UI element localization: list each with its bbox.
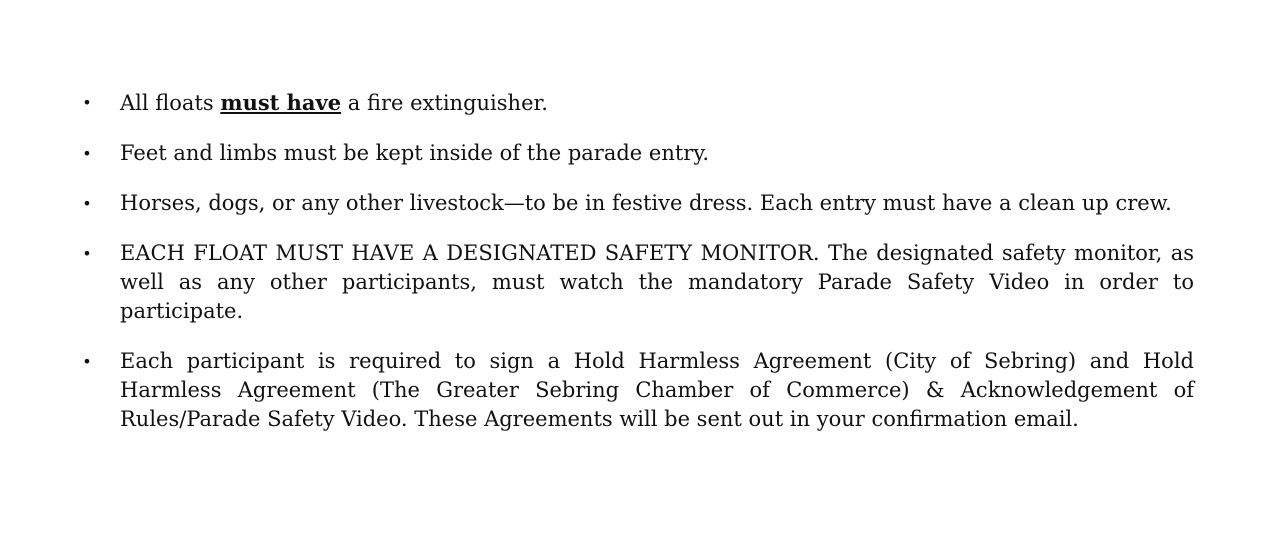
parade-rules-list	[80, 88, 1194, 455]
rule-livestock	[80, 189, 1194, 218]
bullet-icon: •	[82, 93, 92, 112]
bullet-icon: •	[82, 352, 92, 371]
rule-text-before: All floats	[120, 91, 221, 115]
rule-text-after: a fire extinguisher.	[341, 91, 548, 115]
rule-text: Horses, dogs, or any other livestock—to be in festive dress. Each entry must have a clean up crew.	[120, 191, 1172, 215]
bullet-icon: •	[82, 144, 92, 163]
rule-text: EACH FLOAT MUST HAVE A DESIGNATED SAFETY MONITOR. The designated safety monitor, as well as any other participants, must watch the mandatory Parade Safety Video in order to participate.	[120, 241, 1194, 323]
rule-text: Feet and limbs must be kept inside of the parade entry.	[120, 141, 710, 165]
rule-text: Each participant is required to sign a Hold Harmless Agreement (City of Sebring) and Hold Harmless Agreement (The Greater Sebring Chamber of Commerce) & Acknowledgement of Rules/Parade Safety Video. These Agreements will be sent out in your confirmation email.	[120, 349, 1194, 431]
rule-feet-and-limbs	[80, 139, 1194, 168]
rule-hold-harmless	[80, 347, 1194, 434]
rule-fire-extinguisher	[80, 88, 1194, 118]
bullet-icon: •	[82, 194, 92, 213]
rule-emphasis-text: must have	[220, 90, 342, 115]
bullet-icon: •	[82, 244, 92, 263]
rule-safety-monitor	[80, 239, 1194, 326]
